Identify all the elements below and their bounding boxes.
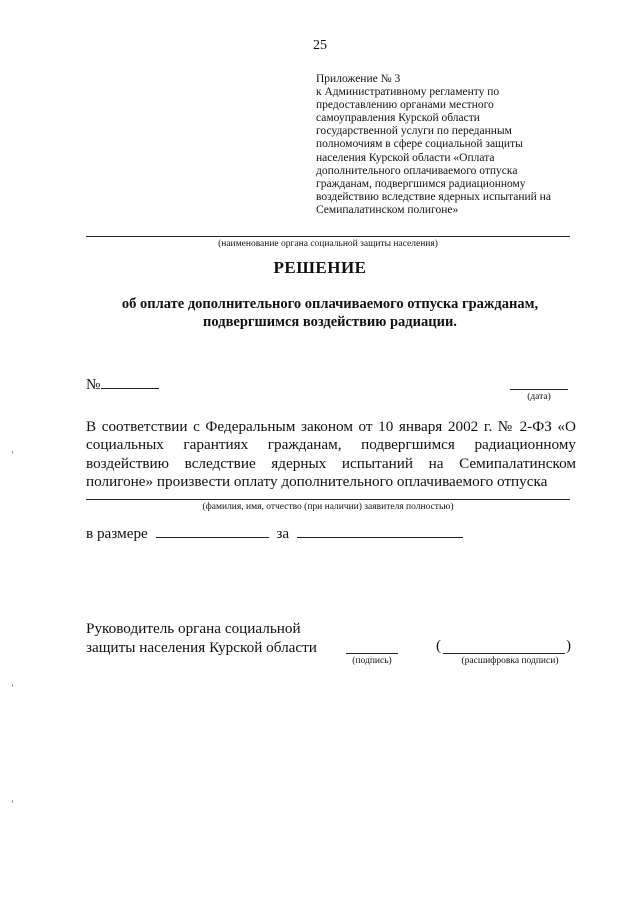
appendix-line: Приложение № 3 (316, 73, 401, 85)
appendix-line: воздействию вследствие ядерных испытаний на (316, 190, 551, 203)
subtitle-line: об оплате дополнительного оплачиваемого отпуска гражданам, (121, 296, 539, 312)
amount-label: в размере (86, 525, 148, 542)
decoding-blank[interactable] (443, 653, 565, 654)
signature-blank[interactable] (346, 653, 398, 654)
applicant-caption: (фамилия, имя, отчество (при наличии) заявителя полностью) (202, 502, 454, 512)
scan-mark (12, 451, 13, 454)
appendix-line: государственной услуги по переданным (316, 125, 512, 138)
appendix-line: полномочиям в сфере социальной защиты (316, 138, 523, 151)
for-label: за (276, 525, 290, 542)
period-blank[interactable] (297, 523, 463, 538)
appendix-line: населения Курской области «Оплата (316, 151, 495, 164)
body-paragraph (86, 418, 576, 492)
number-blank[interactable] (101, 374, 159, 389)
decoding-close-paren: ) (566, 637, 572, 654)
appendix-line: гражданам, подвергшимся радиационному (316, 177, 526, 190)
body-line: полигоне» произвести оплату дополнительного оплачиваемого отпуска (86, 473, 548, 491)
applicant-line[interactable] (86, 499, 570, 500)
signer-line: Руководитель органа социальной (86, 620, 301, 637)
signature-caption: (подпись) (352, 656, 392, 666)
decoding-caption: (расшифровка подписи) (461, 656, 559, 666)
subtitle-line: подвергшимся воздействию радиации. (203, 314, 457, 330)
appendix-line: предоставлению органами местного (316, 99, 494, 112)
signer-line: защиты населения Курской области (86, 639, 317, 656)
decoding-open-paren: ( (436, 637, 442, 654)
document-subtitle (60, 295, 600, 331)
authority-line (86, 236, 570, 237)
document-title: РЕШЕНИЕ (273, 258, 367, 277)
appendix-line: самоуправления Курской области (316, 112, 480, 125)
number-field (86, 374, 159, 394)
appendix-line: дополнительного оплачиваемого отпуска (316, 164, 518, 177)
signer-title (86, 619, 317, 657)
body-line: В соответствии с Федеральным законом от 10 января 2002 г. № 2-ФЗ «О (86, 418, 576, 435)
appendix-line: Семипалатинском полигоне» (316, 203, 459, 216)
page-number: 25 (313, 38, 327, 53)
body-line: воздействию вследствие ядерных испытаний на Семипалатинском (86, 454, 576, 472)
amount-blank[interactable] (156, 523, 269, 538)
number-label: № (86, 376, 101, 393)
amount-row (86, 523, 463, 543)
authority-caption: (наименование органа социальной защиты населения) (218, 239, 438, 249)
appendix-line: к Административному регламенту по (316, 86, 500, 99)
scan-mark (12, 684, 13, 687)
scan-mark (12, 800, 13, 803)
body-line: социальных гарантиях гражданам, подвергшимся радиационному (86, 436, 576, 454)
appendix-header (316, 73, 566, 217)
date-caption: (дата) (527, 392, 551, 402)
date-blank[interactable] (510, 389, 568, 390)
